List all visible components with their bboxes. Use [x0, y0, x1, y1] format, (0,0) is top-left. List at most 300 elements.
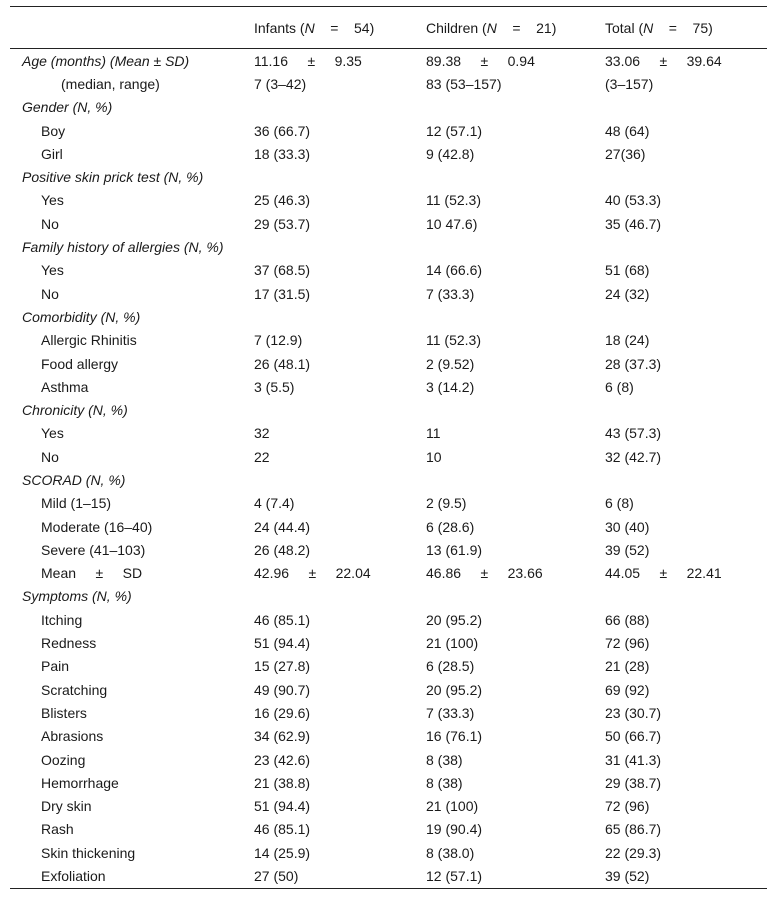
cell-total — [605, 841, 767, 864]
row-label-text: Yes — [41, 425, 64, 442]
cell-infants-value: 14 (25.9) — [254, 844, 311, 861]
cell-total-value: 21 (28) — [605, 658, 650, 675]
header-infants-text: Infants ( — [254, 19, 305, 36]
row-label-text: Severe (41–103) — [41, 541, 146, 558]
table-section-row — [10, 49, 767, 73]
cell-children-value: 7 (33.3) — [426, 285, 475, 302]
cell-children — [426, 445, 605, 468]
cell-infants — [254, 165, 426, 188]
cell-children-value: 7 (33.3) — [426, 704, 475, 721]
cell-children-value: 11 — [426, 425, 441, 442]
row-label — [10, 864, 254, 888]
cell-children — [426, 608, 605, 631]
cell-infants-value: 32 — [254, 425, 270, 442]
table-row — [10, 701, 767, 724]
row-label-text: Comorbidity (N, %) — [22, 308, 141, 325]
cell-infants-value: 24 (44.4) — [254, 518, 311, 535]
cell-children-value: 46.86 ± 23.66 — [426, 565, 543, 582]
cell-infants-value: 3 (5.5) — [254, 378, 295, 395]
cell-total — [605, 235, 767, 258]
data-table-container — [10, 6, 767, 889]
table-header — [10, 7, 767, 49]
cell-children — [426, 142, 605, 165]
cell-infants-value: 51 (94.4) — [254, 798, 311, 815]
cell-total — [605, 678, 767, 701]
cell-total — [605, 398, 767, 421]
row-label-text: Yes — [41, 192, 64, 209]
cell-total-value: 24 (32) — [605, 285, 650, 302]
row-label — [10, 235, 254, 258]
cell-total-value: 40 (53.3) — [605, 192, 662, 209]
cell-infants-value: 15 (27.8) — [254, 658, 311, 675]
header-children-text: Children ( — [426, 19, 487, 36]
cell-children-value: 8 (38.0) — [426, 844, 475, 861]
cell-children-value: 9 (42.8) — [426, 145, 475, 162]
table-section-row — [10, 585, 767, 608]
cell-total — [605, 119, 767, 142]
table-section-row — [10, 96, 767, 119]
table-row — [10, 212, 767, 235]
cell-children-value: 12 (57.1) — [426, 122, 483, 139]
cell-total — [605, 585, 767, 608]
cell-total — [605, 305, 767, 328]
cell-infants-value: 22 — [254, 448, 270, 465]
cell-infants-value: 21 (38.8) — [254, 774, 311, 791]
cell-infants — [254, 445, 426, 468]
cell-children-value: 20 (95.2) — [426, 611, 483, 628]
cell-children-value: 19 (90.4) — [426, 821, 483, 838]
cell-total — [605, 771, 767, 794]
row-label — [10, 352, 254, 375]
cell-children-value: 11 (52.3) — [426, 192, 481, 209]
row-label-text: No — [41, 285, 59, 302]
cell-children — [426, 492, 605, 515]
row-label — [10, 398, 254, 421]
row-label-text: Dry skin — [41, 798, 92, 815]
row-label-text: Mean ± SD — [41, 565, 143, 582]
cell-infants — [254, 282, 426, 305]
cell-total-value: 28 (37.3) — [605, 355, 662, 372]
table-row — [10, 329, 767, 352]
row-label-text: Asthma — [41, 378, 89, 395]
row-label-text: Oozing — [41, 751, 86, 768]
cell-children — [426, 282, 605, 305]
row-label-text: Scratching — [41, 681, 108, 698]
cell-infants — [254, 119, 426, 142]
cell-infants-value: 7 (3–42) — [254, 75, 307, 92]
cell-children — [426, 771, 605, 794]
row-label-text: Redness — [41, 635, 97, 652]
cell-children — [426, 631, 605, 654]
row-label-text: Exfoliation — [41, 868, 106, 885]
cell-total-value: 50 (66.7) — [605, 728, 662, 745]
table-section-row — [10, 235, 767, 258]
cell-infants-value: 37 (68.5) — [254, 262, 311, 279]
cell-children — [426, 119, 605, 142]
cell-total — [605, 655, 767, 678]
cell-children-value: 20 (95.2) — [426, 681, 483, 698]
row-label-text: SCORAD (N, %) — [22, 471, 126, 488]
cell-infants-value: 23 (42.6) — [254, 751, 311, 768]
table-row — [10, 352, 767, 375]
cell-infants-value: 16 (29.6) — [254, 704, 311, 721]
cell-total — [605, 631, 767, 654]
cell-total-value: 33.06 ± 39.64 — [605, 52, 722, 69]
cell-children-value: 10 — [426, 448, 442, 465]
row-label — [10, 119, 254, 142]
table-row — [10, 725, 767, 748]
cell-infants-value: 18 (33.3) — [254, 145, 311, 162]
cell-total-value: 31 (41.3) — [605, 751, 662, 768]
cell-total-value: 44.05 ± 22.41 — [605, 565, 722, 582]
row-label-text: Food allergy — [41, 355, 119, 372]
table-section-row — [10, 305, 767, 328]
table-row — [10, 818, 767, 841]
cell-children — [426, 538, 605, 561]
cell-children — [426, 678, 605, 701]
cell-children-value: 10 47.6) — [426, 215, 478, 232]
cell-children — [426, 818, 605, 841]
cell-total — [605, 165, 767, 188]
cell-infants-value: 36 (66.7) — [254, 122, 311, 139]
row-label — [10, 585, 254, 608]
cell-infants — [254, 49, 426, 73]
cell-infants — [254, 655, 426, 678]
cell-total — [605, 212, 767, 235]
cell-children — [426, 375, 605, 398]
cell-total — [605, 818, 767, 841]
row-label-text: Abrasions — [41, 728, 104, 745]
patient-characteristics-table — [10, 6, 767, 889]
table-row — [10, 142, 767, 165]
cell-infants — [254, 562, 426, 585]
cell-total — [605, 608, 767, 631]
cell-total-value: 51 (68) — [605, 262, 650, 279]
cell-infants — [254, 678, 426, 701]
cell-infants-value: 25 (46.3) — [254, 192, 311, 209]
cell-infants — [254, 631, 426, 654]
cell-infants — [254, 96, 426, 119]
cell-children — [426, 305, 605, 328]
cell-children — [426, 212, 605, 235]
cell-children-value: 8 (38) — [426, 751, 463, 768]
row-label-text: Girl — [41, 145, 63, 162]
cell-total-value: 18 (24) — [605, 332, 650, 349]
cell-total — [605, 562, 767, 585]
header-total-text: Total ( — [605, 19, 644, 36]
row-label-text: Family history of allergies (N, %) — [22, 239, 224, 256]
row-label — [10, 515, 254, 538]
cell-infants-value: 46 (85.1) — [254, 611, 311, 628]
cell-children — [426, 329, 605, 352]
header-children-var: N — [486, 19, 497, 36]
cell-infants-value: 17 (31.5) — [254, 285, 311, 302]
cell-total-value: 23 (30.7) — [605, 704, 662, 721]
row-label — [10, 608, 254, 631]
header-children — [426, 7, 605, 49]
cell-total — [605, 538, 767, 561]
cell-infants — [254, 538, 426, 561]
header-total — [605, 7, 767, 49]
cell-children — [426, 748, 605, 771]
header-total-var: N — [643, 19, 654, 36]
row-label — [10, 701, 254, 724]
cell-infants — [254, 864, 426, 888]
cell-children-value: 8 (38) — [426, 774, 463, 791]
cell-total-value: 69 (92) — [605, 681, 650, 698]
cell-infants — [254, 468, 426, 491]
cell-children — [426, 655, 605, 678]
cell-total-value: 72 (96) — [605, 635, 650, 652]
cell-infants — [254, 841, 426, 864]
cell-infants — [254, 142, 426, 165]
cell-infants — [254, 235, 426, 258]
cell-children — [426, 701, 605, 724]
row-label-text: Age (months) (Mean ± SD) — [22, 52, 190, 69]
row-label — [10, 795, 254, 818]
cell-total — [605, 49, 767, 73]
header-empty-cell — [10, 7, 254, 49]
row-label — [10, 422, 254, 445]
cell-children-value: 11 (52.3) — [426, 332, 481, 349]
table-section-row — [10, 468, 767, 491]
row-label — [10, 305, 254, 328]
cell-children — [426, 49, 605, 73]
cell-children-value: 2 (9.52) — [426, 355, 475, 372]
table-body — [10, 49, 767, 889]
table-row — [10, 189, 767, 212]
row-label — [10, 142, 254, 165]
cell-total — [605, 72, 767, 95]
row-label — [10, 562, 254, 585]
header-infants-count: = 54) — [314, 19, 375, 36]
header-infants-var: N — [304, 19, 315, 36]
cell-total — [605, 515, 767, 538]
cell-children — [426, 841, 605, 864]
table-row — [10, 795, 767, 818]
cell-children — [426, 189, 605, 212]
row-label-text: Mild (1–15) — [41, 495, 112, 512]
row-label — [10, 189, 254, 212]
header-children-count: = 21) — [496, 19, 557, 36]
cell-total — [605, 795, 767, 818]
table-section-row — [10, 165, 767, 188]
table-row — [10, 445, 767, 468]
cell-children-value: 89.38 ± 0.94 — [426, 52, 535, 69]
cell-children-value: 3 (14.2) — [426, 378, 475, 395]
cell-total — [605, 422, 767, 445]
row-label-text: Skin thickening — [41, 844, 136, 861]
table-row — [10, 119, 767, 142]
cell-children-value: 21 (100) — [426, 635, 479, 652]
row-label — [10, 96, 254, 119]
table-row — [10, 515, 767, 538]
table-row — [10, 259, 767, 282]
cell-total — [605, 352, 767, 375]
cell-total-value: 32 (42.7) — [605, 448, 662, 465]
row-label-text: (median, range) — [61, 75, 160, 92]
row-label — [10, 725, 254, 748]
cell-infants — [254, 725, 426, 748]
row-label — [10, 72, 254, 95]
cell-total-value: 66 (88) — [605, 611, 650, 628]
cell-total — [605, 492, 767, 515]
cell-children — [426, 96, 605, 119]
row-label — [10, 655, 254, 678]
row-label-text: Blisters — [41, 704, 87, 721]
row-label — [10, 49, 254, 73]
cell-children — [426, 398, 605, 421]
cell-infants — [254, 422, 426, 445]
cell-total-value: 22 (29.3) — [605, 844, 662, 861]
row-label-text: Symptoms (N, %) — [22, 588, 132, 605]
cell-children-value: 14 (66.6) — [426, 262, 483, 279]
cell-infants — [254, 608, 426, 631]
cell-total-value: 6 (8) — [605, 495, 634, 512]
cell-total-value: 27(36) — [605, 145, 646, 162]
cell-total — [605, 468, 767, 491]
cell-children — [426, 235, 605, 258]
row-label — [10, 165, 254, 188]
row-label — [10, 212, 254, 235]
table-row — [10, 771, 767, 794]
row-label-text: Chronicity (N, %) — [22, 402, 128, 419]
cell-infants — [254, 259, 426, 282]
cell-infants-value: 46 (85.1) — [254, 821, 311, 838]
table-row — [10, 282, 767, 305]
cell-infants-value: 26 (48.1) — [254, 355, 311, 372]
cell-children-value: 21 (100) — [426, 798, 479, 815]
cell-children — [426, 562, 605, 585]
cell-infants — [254, 818, 426, 841]
cell-total — [605, 142, 767, 165]
cell-total — [605, 445, 767, 468]
table-row — [10, 375, 767, 398]
row-label — [10, 771, 254, 794]
cell-total-value: 48 (64) — [605, 122, 650, 139]
cell-infants — [254, 375, 426, 398]
row-label — [10, 678, 254, 701]
cell-children — [426, 515, 605, 538]
row-label — [10, 468, 254, 491]
cell-total-value: 30 (40) — [605, 518, 650, 535]
cell-total — [605, 748, 767, 771]
cell-total-value: 43 (57.3) — [605, 425, 662, 442]
row-label-text: Positive skin prick test (N, %) — [22, 169, 204, 186]
cell-infants-value: 42.96 ± 22.04 — [254, 565, 371, 582]
table-row — [10, 841, 767, 864]
cell-total — [605, 96, 767, 119]
cell-children — [426, 165, 605, 188]
cell-total — [605, 375, 767, 398]
cell-children-value: 2 (9.5) — [426, 495, 467, 512]
row-label-text: Gender (N, %) — [22, 99, 113, 116]
row-label — [10, 259, 254, 282]
row-label-text: Yes — [41, 262, 64, 279]
cell-infants — [254, 701, 426, 724]
row-label — [10, 492, 254, 515]
cell-children — [426, 352, 605, 375]
cell-children-value: 12 (57.1) — [426, 868, 483, 885]
cell-children — [426, 795, 605, 818]
table-section-row — [10, 398, 767, 421]
row-label-text: Boy — [41, 122, 66, 139]
header-total-count: = 75) — [653, 19, 713, 36]
table-row — [10, 608, 767, 631]
cell-infants — [254, 305, 426, 328]
cell-infants — [254, 795, 426, 818]
cell-total — [605, 725, 767, 748]
cell-infants — [254, 329, 426, 352]
cell-children — [426, 259, 605, 282]
cell-children — [426, 468, 605, 491]
cell-children-value: 6 (28.5) — [426, 658, 475, 675]
cell-total — [605, 189, 767, 212]
cell-children — [426, 585, 605, 608]
cell-total-value: (3–157) — [605, 75, 654, 92]
cell-total — [605, 282, 767, 305]
cell-infants-value: 34 (62.9) — [254, 728, 311, 745]
table-row — [10, 864, 767, 888]
header-infants — [254, 7, 426, 49]
cell-total — [605, 259, 767, 282]
table-row — [10, 655, 767, 678]
row-label — [10, 841, 254, 864]
cell-infants — [254, 515, 426, 538]
header-row — [10, 7, 767, 49]
table-row — [10, 72, 767, 95]
cell-total — [605, 329, 767, 352]
cell-infants — [254, 398, 426, 421]
cell-children-value: 13 (61.9) — [426, 541, 483, 558]
cell-infants-value: 4 (7.4) — [254, 495, 295, 512]
cell-total-value: 65 (86.7) — [605, 821, 662, 838]
cell-children — [426, 422, 605, 445]
cell-infants-value: 29 (53.7) — [254, 215, 311, 232]
row-label — [10, 538, 254, 561]
cell-infants — [254, 189, 426, 212]
cell-infants — [254, 72, 426, 95]
cell-infants — [254, 748, 426, 771]
cell-infants — [254, 352, 426, 375]
cell-total-value: 72 (96) — [605, 798, 650, 815]
cell-total-value: 6 (8) — [605, 378, 634, 395]
cell-infants-value: 7 (12.9) — [254, 332, 303, 349]
row-label-text: Moderate (16–40) — [41, 518, 153, 535]
row-label-text: Pain — [41, 658, 70, 675]
cell-total-value: 35 (46.7) — [605, 215, 662, 232]
row-label-text: Itching — [41, 611, 83, 628]
cell-total-value: 39 (52) — [605, 868, 650, 885]
cell-children-value: 83 (53–157) — [426, 75, 502, 92]
table-row — [10, 538, 767, 561]
table-row — [10, 562, 767, 585]
cell-children — [426, 72, 605, 95]
row-label-text: Allergic Rhinitis — [41, 332, 137, 349]
cell-children-value: 16 (76.1) — [426, 728, 483, 745]
row-label — [10, 748, 254, 771]
cell-children — [426, 725, 605, 748]
row-label-text: No — [41, 448, 59, 465]
cell-total-value: 39 (52) — [605, 541, 650, 558]
cell-children — [426, 864, 605, 888]
row-label — [10, 375, 254, 398]
cell-total-value: 29 (38.7) — [605, 774, 662, 791]
row-label-text: Rash — [41, 821, 74, 838]
cell-infants-value: 51 (94.4) — [254, 635, 311, 652]
row-label — [10, 631, 254, 654]
table-row — [10, 678, 767, 701]
